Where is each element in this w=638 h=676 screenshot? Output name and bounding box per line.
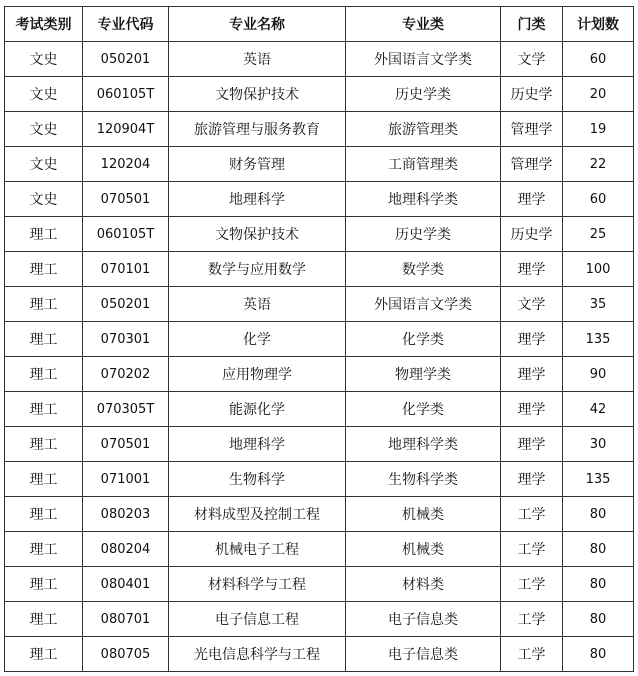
cell-plan-count: 60 [563,182,634,217]
cell-discipline: 理学 [501,462,563,497]
table-row [5,252,634,287]
cell-major-code: 070305T [83,392,169,427]
cell-major-class: 历史学类 [346,217,501,252]
cell-exam-category: 文史 [5,112,83,147]
cell-major-name: 化学 [169,322,346,357]
cell-discipline: 理学 [501,357,563,392]
cell-discipline: 工学 [501,637,563,672]
cell-major-name: 地理科学 [169,182,346,217]
cell-major-class: 地理科学类 [346,182,501,217]
cell-major-code: 070501 [83,182,169,217]
cell-major-code: 120204 [83,147,169,182]
cell-plan-count: 100 [563,252,634,287]
table-row [5,147,634,182]
table-row [5,42,634,77]
cell-major-class: 外国语言文学类 [346,42,501,77]
header-discipline: 门类 [501,7,563,42]
header-major-name: 专业名称 [169,7,346,42]
cell-discipline: 理学 [501,182,563,217]
cell-plan-count: 80 [563,532,634,567]
cell-major-code: 070202 [83,357,169,392]
cell-major-code: 050201 [83,287,169,322]
cell-major-class: 外国语言文学类 [346,287,501,322]
cell-major-class: 地理科学类 [346,427,501,462]
table-row [5,322,634,357]
table-row [5,77,634,112]
cell-major-code: 080401 [83,567,169,602]
table-row [5,567,634,602]
table-row [5,357,634,392]
cell-exam-category: 理工 [5,357,83,392]
cell-major-code: 060105T [83,217,169,252]
cell-exam-category: 理工 [5,427,83,462]
cell-plan-count: 42 [563,392,634,427]
cell-major-code: 080701 [83,602,169,637]
cell-major-name: 数学与应用数学 [169,252,346,287]
table-row [5,462,634,497]
cell-major-name: 材料科学与工程 [169,567,346,602]
cell-plan-count: 80 [563,637,634,672]
cell-plan-count: 25 [563,217,634,252]
cell-major-class: 历史学类 [346,77,501,112]
cell-exam-category: 文史 [5,42,83,77]
cell-major-class: 材料类 [346,567,501,602]
cell-major-code: 070101 [83,252,169,287]
cell-plan-count: 19 [563,112,634,147]
cell-exam-category: 理工 [5,532,83,567]
cell-plan-count: 80 [563,497,634,532]
cell-major-code: 080203 [83,497,169,532]
header-exam-category: 考试类别 [5,7,83,42]
table-body [5,42,634,672]
cell-plan-count: 90 [563,357,634,392]
cell-exam-category: 理工 [5,392,83,427]
cell-major-class: 旅游管理类 [346,112,501,147]
cell-major-class: 数学类 [346,252,501,287]
table-row [5,217,634,252]
table-row [5,532,634,567]
cell-major-class: 机械类 [346,532,501,567]
cell-major-name: 能源化学 [169,392,346,427]
cell-exam-category: 文史 [5,77,83,112]
table-row [5,182,634,217]
cell-major-name: 英语 [169,287,346,322]
cell-exam-category: 理工 [5,567,83,602]
table-row [5,602,634,637]
cell-major-class: 电子信息类 [346,637,501,672]
cell-discipline: 理学 [501,322,563,357]
table-row [5,637,634,672]
cell-exam-category: 理工 [5,217,83,252]
cell-major-name: 电子信息工程 [169,602,346,637]
cell-major-name: 英语 [169,42,346,77]
cell-discipline: 历史学 [501,77,563,112]
cell-exam-category: 理工 [5,287,83,322]
table-row [5,392,634,427]
cell-plan-count: 60 [563,42,634,77]
cell-major-class: 化学类 [346,392,501,427]
header-major-code: 专业代码 [83,7,169,42]
cell-major-code: 060105T [83,77,169,112]
cell-major-class: 化学类 [346,322,501,357]
cell-exam-category: 文史 [5,147,83,182]
table-row [5,112,634,147]
cell-plan-count: 30 [563,427,634,462]
header-major-class: 专业类 [346,7,501,42]
cell-major-code: 070301 [83,322,169,357]
cell-major-name: 财务管理 [169,147,346,182]
cell-major-class: 电子信息类 [346,602,501,637]
cell-plan-count: 35 [563,287,634,322]
cell-exam-category: 理工 [5,462,83,497]
cell-major-class: 工商管理类 [346,147,501,182]
cell-discipline: 理学 [501,252,563,287]
cell-exam-category: 理工 [5,602,83,637]
cell-major-code: 080204 [83,532,169,567]
cell-plan-count: 20 [563,77,634,112]
table-header [5,7,634,42]
cell-exam-category: 理工 [5,252,83,287]
cell-plan-count: 80 [563,602,634,637]
cell-plan-count: 135 [563,322,634,357]
enrollment-plan-table-container [4,6,634,672]
cell-exam-category: 理工 [5,637,83,672]
cell-discipline: 文学 [501,287,563,322]
cell-major-name: 地理科学 [169,427,346,462]
cell-discipline: 理学 [501,427,563,462]
cell-exam-category: 理工 [5,322,83,357]
cell-major-code: 050201 [83,42,169,77]
cell-major-class: 物理学类 [346,357,501,392]
cell-plan-count: 135 [563,462,634,497]
header-row [5,7,634,42]
cell-discipline: 管理学 [501,112,563,147]
cell-discipline: 工学 [501,567,563,602]
cell-exam-category: 理工 [5,497,83,532]
cell-discipline: 工学 [501,532,563,567]
table-row [5,287,634,322]
cell-major-name: 生物科学 [169,462,346,497]
header-plan-count: 计划数 [563,7,634,42]
cell-plan-count: 80 [563,567,634,602]
cell-major-name: 旅游管理与服务教育 [169,112,346,147]
cell-discipline: 文学 [501,42,563,77]
cell-major-class: 机械类 [346,497,501,532]
table-row [5,427,634,462]
cell-discipline: 历史学 [501,217,563,252]
cell-major-name: 应用物理学 [169,357,346,392]
cell-major-name: 文物保护技术 [169,217,346,252]
cell-exam-category: 文史 [5,182,83,217]
cell-major-name: 光电信息科学与工程 [169,637,346,672]
cell-major-name: 文物保护技术 [169,77,346,112]
cell-major-class: 生物科学类 [346,462,501,497]
cell-major-code: 080705 [83,637,169,672]
cell-discipline: 工学 [501,497,563,532]
cell-major-name: 机械电子工程 [169,532,346,567]
cell-major-code: 120904T [83,112,169,147]
cell-discipline: 工学 [501,602,563,637]
cell-major-code: 070501 [83,427,169,462]
cell-major-name: 材料成型及控制工程 [169,497,346,532]
cell-major-code: 071001 [83,462,169,497]
enrollment-plan-table [4,6,634,672]
cell-plan-count: 22 [563,147,634,182]
cell-discipline: 理学 [501,392,563,427]
table-row [5,497,634,532]
cell-discipline: 管理学 [501,147,563,182]
